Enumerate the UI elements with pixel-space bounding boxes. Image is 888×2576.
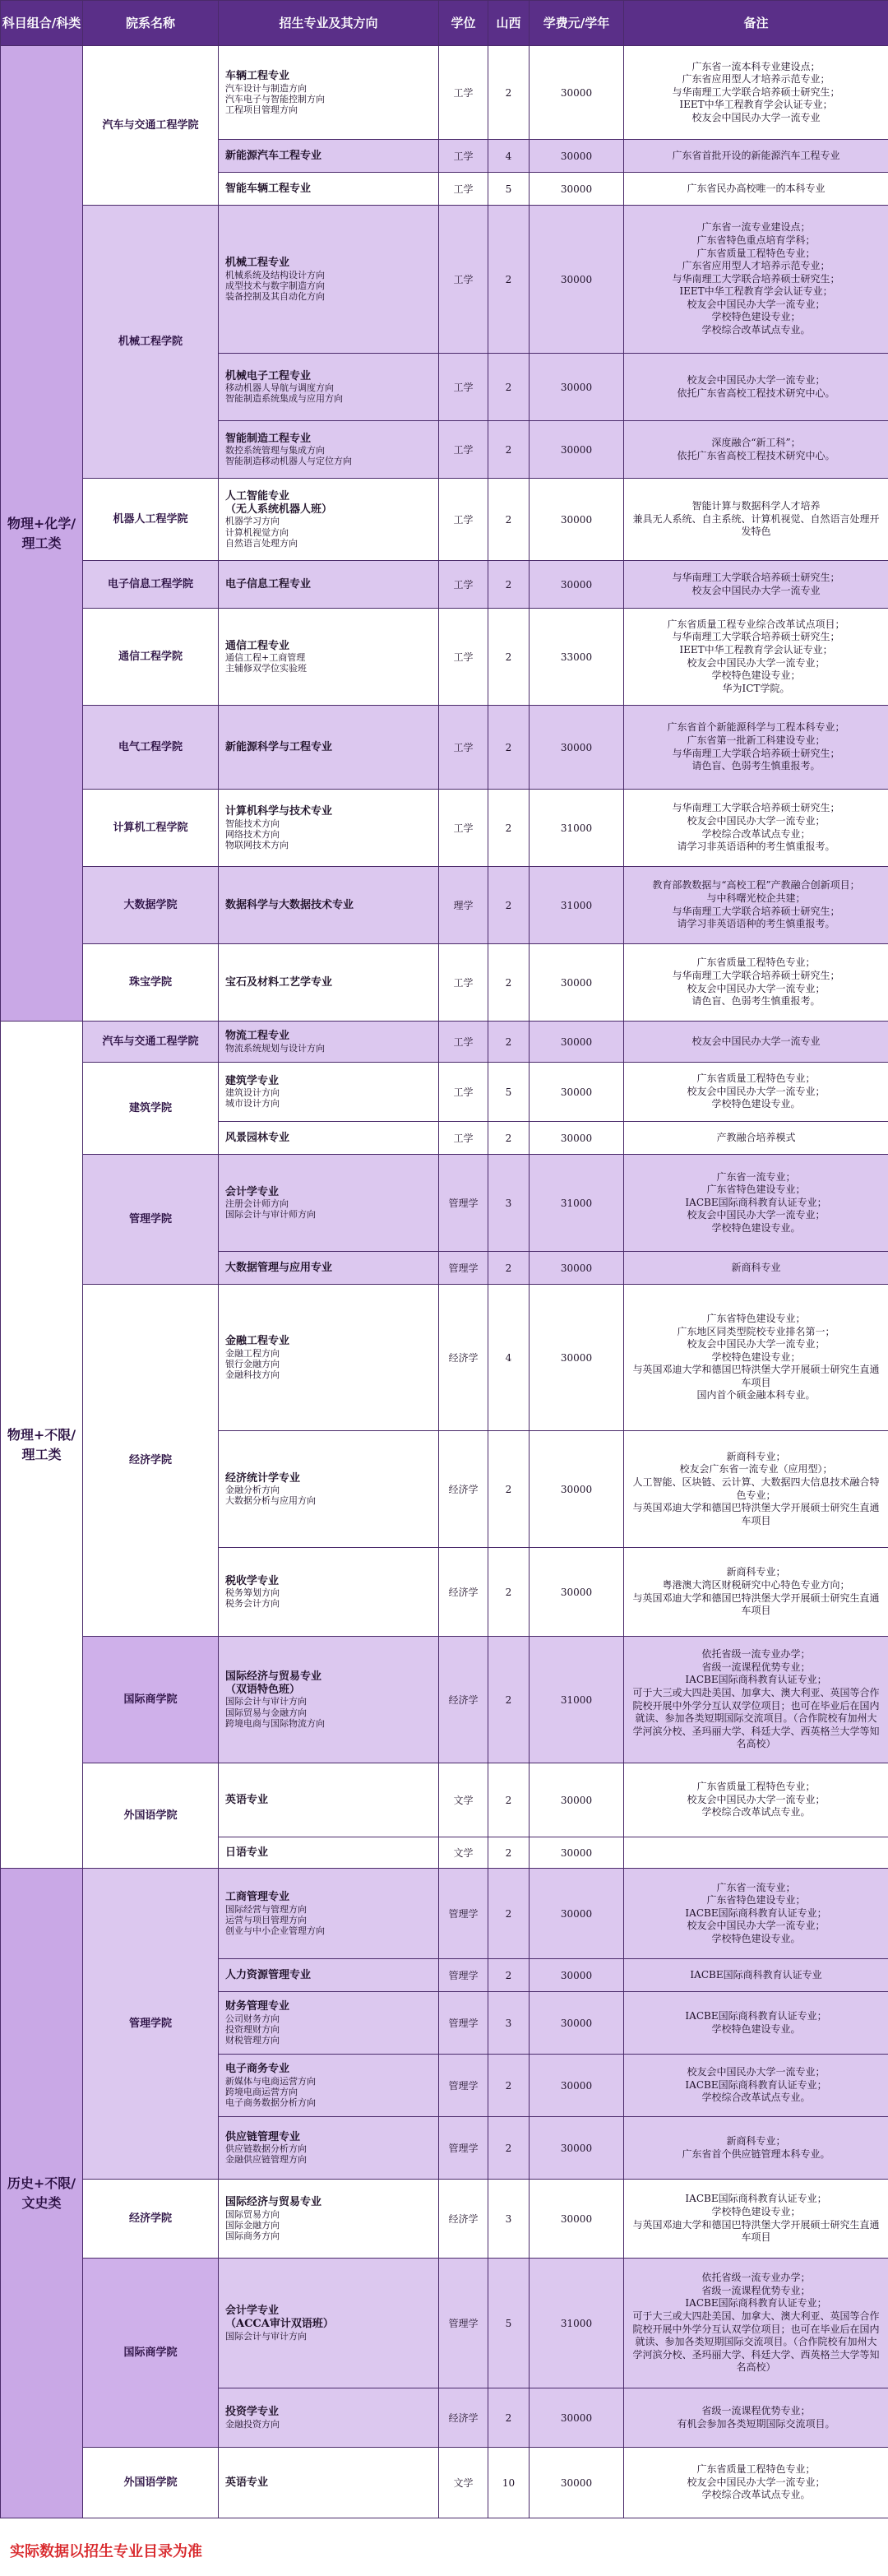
major-directions: 新媒体与电商运营方向 跨境电商运营方向 电子商务数据分析方向	[225, 2075, 316, 2108]
quota-cell: 2	[488, 867, 530, 944]
major-cell	[219, 2448, 439, 2518]
table-row	[1, 790, 888, 867]
major-cell	[219, 706, 439, 790]
quota-cell: 2	[488, 2388, 530, 2448]
quota-cell: 5	[488, 2259, 530, 2388]
fee-cell: 30000	[530, 206, 624, 354]
college-cell: 大数据学院	[83, 867, 219, 944]
table-row	[1, 1869, 888, 1959]
degree-cell: 经济学	[439, 1637, 488, 1763]
major-directions: 数控系统管理与集成方向 智能制造移动机器人与定位方向	[225, 445, 352, 467]
college-cell: 机械工程学院	[83, 206, 219, 479]
major-title: 物流工程专业	[225, 1030, 290, 1043]
major-directions: 金融投资方向	[225, 2418, 280, 2430]
table-row	[1, 944, 888, 1022]
major-directions: 机械系统及结构设计方向 成型技术与数字制造方向 装备控制及其自动化方向	[225, 269, 325, 302]
major-title: 通信工程专业	[225, 639, 290, 652]
note-cell: 产教融合培养模式	[624, 1122, 888, 1155]
major-title: 新能源科学与工程专业	[225, 740, 333, 753]
table-row	[1, 609, 888, 706]
note-cell: IACBE国际商科教育认证专业	[624, 1959, 888, 1992]
major-cell	[219, 1022, 439, 1063]
header-degree: 学位	[439, 1, 488, 46]
major-cell	[219, 479, 439, 561]
fee-cell: 30000	[530, 944, 624, 1022]
major-cell	[219, 2117, 439, 2180]
major-directions: 建筑设计方向 城市设计方向	[225, 1087, 280, 1110]
major-title: 计算机科学与技术专业	[225, 804, 333, 818]
note-cell: 广东省首批开设的新能源汽车工程专业	[624, 140, 888, 173]
quota-cell: 2	[488, 1022, 530, 1063]
table-row	[1, 206, 888, 354]
major-title: 英语专业	[225, 2476, 269, 2489]
note-cell: 广东省质量工程特色专业； 校友会中国民办大学一流专业； 学校综合改革试点专业。	[624, 1763, 888, 1837]
header-fee: 学费元/学年	[530, 1, 624, 46]
quota-cell: 2	[488, 2055, 530, 2117]
degree-cell: 工学	[439, 1122, 488, 1155]
table-row	[1, 867, 888, 944]
major-directions: 机器学习方向 计算机视觉方向 自然语言处理方向	[225, 516, 298, 549]
degree-cell: 工学	[439, 421, 488, 479]
quota-cell: 2	[488, 609, 530, 706]
college-cell: 机器人工程学院	[83, 479, 219, 561]
quota-cell: 2	[488, 1122, 530, 1155]
degree-cell: 工学	[439, 790, 488, 867]
major-cell	[219, 790, 439, 867]
table-row	[1, 479, 888, 561]
major-title: 机械工程专业	[225, 256, 290, 269]
fee-cell: 30000	[530, 140, 624, 173]
major-cell	[219, 2180, 439, 2259]
college-cell: 通信工程学院	[83, 609, 219, 706]
table-row	[1, 1063, 888, 1122]
major-title: 车辆工程专业	[225, 69, 290, 82]
major-title: 人工智能专业	[225, 490, 290, 503]
degree-cell: 工学	[439, 46, 488, 140]
major-cell	[219, 1285, 439, 1431]
fee-cell: 30000	[530, 1869, 624, 1959]
degree-cell: 经济学	[439, 2180, 488, 2259]
header-quota: 山西	[488, 1, 530, 46]
major-directions: 注册会计师方向 国际会计与审计师方向	[225, 1198, 316, 1221]
note-cell: 广东省质量工程特色专业； 校友会中国民办大学一流专业； 学校综合改革试点专业。	[624, 2448, 888, 2518]
major-cell	[219, 1063, 439, 1122]
major-cell	[219, 1837, 439, 1869]
major-cell	[219, 173, 439, 206]
quota-cell: 2	[488, 479, 530, 561]
major-directions: 物流系统规划与设计方向	[225, 1042, 325, 1054]
degree-cell: 管理学	[439, 2259, 488, 2388]
degree-cell: 管理学	[439, 1992, 488, 2055]
fee-cell: 30000	[530, 1837, 624, 1869]
degree-cell: 管理学	[439, 2117, 488, 2180]
major-directions: 智能技术方向 网络技术方向 物联网技术方向	[225, 818, 289, 850]
major-directions: 金融工程方向 银行金融方向 金融科技方向	[225, 1347, 280, 1380]
major-directions: 金融分析方向 大数据分析与应用方向	[225, 1485, 316, 1507]
header-cat: 科目组合/科类	[1, 1, 83, 46]
quota-cell: 2	[488, 706, 530, 790]
major-cell	[219, 1959, 439, 1992]
degree-cell: 文学	[439, 1837, 488, 1869]
degree-cell: 管理学	[439, 1959, 488, 1992]
degree-cell: 经济学	[439, 1285, 488, 1431]
degree-cell: 工学	[439, 140, 488, 173]
college-cell: 管理学院	[83, 1155, 219, 1285]
note-cell: 深度融合“新工科”； 依托广东省高校工程技术研究中心。	[624, 421, 888, 479]
fee-cell: 30000	[530, 2180, 624, 2259]
fee-cell: 30000	[530, 173, 624, 206]
major-class-label: （双语特色班）	[225, 1683, 301, 1696]
quota-cell: 3	[488, 1992, 530, 2055]
table-row	[1, 706, 888, 790]
major-cell	[219, 867, 439, 944]
major-cell	[219, 2259, 439, 2388]
major-title: 电子商务专业	[225, 2062, 290, 2075]
major-title: 投资学专业	[225, 2406, 280, 2419]
major-directions: 国际会计与审计方向	[225, 2330, 307, 2342]
major-cell	[219, 1992, 439, 2055]
major-cell	[219, 2055, 439, 2117]
college-cell: 汽车与交通工程学院	[83, 1022, 219, 1063]
major-class-label: （无人系统机器人班）	[225, 503, 333, 516]
note-cell: 与华南理工大学联合培养硕士研究生； 校友会中国民办大学一流专业； 学校综合改革试点专业； 请学习非英语语种的考生慎重报考。	[624, 790, 888, 867]
header-college: 院系名称	[83, 1, 219, 46]
note-cell: 教育部教数据与“高校工程”产教融合创新项目； 与中科曙光校企共建； 与华南理工大学联合培养硕士研究生； 请学习非英语语种的考生慎重报考。	[624, 867, 888, 944]
note-cell: 新商科专业； 校友会广东省一流专业（应用型）； 人工智能、区块链、云计算、大数据四大信息技术融合特色专业； 与英国邓迪大学和德国巴特洪堡大学开展硕士研究生直通车项目	[624, 1431, 888, 1548]
college-cell: 电子信息工程学院	[83, 561, 219, 609]
fee-cell: 30000	[530, 1285, 624, 1431]
note-cell: 广东省特色建设专业； 广东地区同类型院校专业排名第一； 校友会中国民办大学一流专业； 学校特色建设专业； 与英国邓迪大学和德国巴特洪堡大学开展硕士研究生直通车项目 国内首个硕金融本科专业。	[624, 1285, 888, 1431]
fee-cell: 30000	[530, 1548, 624, 1637]
major-cell	[219, 206, 439, 354]
fee-cell: 30000	[530, 1763, 624, 1837]
fee-cell: 30000	[530, 2388, 624, 2448]
fee-cell: 30000	[530, 1122, 624, 1155]
quota-cell: 2	[488, 1959, 530, 1992]
fee-cell: 31000	[530, 2259, 624, 2388]
fee-cell: 31000	[530, 1155, 624, 1252]
table-row	[1, 1022, 888, 1063]
header-note: 备注	[624, 1, 888, 46]
fee-cell: 30000	[530, 421, 624, 479]
quota-cell: 2	[488, 561, 530, 609]
quota-cell: 2	[488, 1637, 530, 1763]
degree-cell: 管理学	[439, 1155, 488, 1252]
note-cell: 新商科专业； 广东省首个供应链管理本科专业。	[624, 2117, 888, 2180]
header-major: 招生专业及其方向	[219, 1, 439, 46]
college-cell: 国际商学院	[83, 2259, 219, 2448]
college-cell: 经济学院	[83, 1285, 219, 1637]
college-cell: 国际商学院	[83, 1637, 219, 1763]
fee-cell: 30000	[530, 1063, 624, 1122]
major-title: 机械电子工程专业	[225, 369, 312, 382]
fee-cell: 30000	[530, 479, 624, 561]
major-directions: 国际会计与审计方向 国际贸易与金融方向 跨境电商与国际物流方向	[225, 1696, 325, 1729]
fee-cell: 30000	[530, 2448, 624, 2518]
note-cell: 广东省首个新能源科学与工程本科专业； 广东省第一批新工科建设专业； 与华南理工大学联合培养硕士研究生； 请色盲、色弱考生慎重报考。	[624, 706, 888, 790]
note-cell: 校友会中国民办大学一流专业	[624, 1022, 888, 1063]
degree-cell: 工学	[439, 609, 488, 706]
fee-cell: 30000	[530, 561, 624, 609]
quota-cell: 4	[488, 140, 530, 173]
note-cell: 依托省级一流专业办学； 省级一流课程优势专业； IACBE国际商科教育认证专业； 可于大三或大四赴美国、加拿大、澳大利亚、英国等合作院校开展中外学分互认双学位项目；也可在毕业后在国内就读、参加各类短期国际交流项目。（合作院校有加州大学河滨分校、圣玛丽大学、科廷大学、西英格兰大学等知名高校）	[624, 2259, 888, 2388]
degree-cell: 工学	[439, 354, 488, 421]
college-cell: 外国语学院	[83, 1763, 219, 1869]
quota-cell: 2	[488, 46, 530, 140]
major-title: 风景园林专业	[225, 1131, 290, 1144]
fee-cell: 30000	[530, 1959, 624, 1992]
note-cell	[624, 1837, 888, 1869]
table-row	[1, 1285, 888, 1431]
degree-cell: 管理学	[439, 2055, 488, 2117]
degree-cell: 理学	[439, 867, 488, 944]
degree-cell: 工学	[439, 173, 488, 206]
quota-cell: 3	[488, 2180, 530, 2259]
major-title: 国际经济与贸易专业	[225, 1670, 322, 1684]
major-title: 经济统计学专业	[225, 1471, 301, 1485]
major-directions: 通信工程+工商管理 主辅修双学位实验班	[225, 652, 307, 674]
note-cell: 新商科专业； 粤港澳大湾区财税研究中心特色专业方向； 与英国邓迪大学和德国巴特洪堡大学开展硕士研究生直通车项目	[624, 1548, 888, 1637]
fee-cell: 30000	[530, 1431, 624, 1548]
degree-cell: 工学	[439, 1022, 488, 1063]
degree-cell: 工学	[439, 1063, 488, 1122]
fee-cell: 30000	[530, 354, 624, 421]
quota-cell: 2	[488, 1763, 530, 1837]
college-cell: 电气工程学院	[83, 706, 219, 790]
quota-cell: 5	[488, 1063, 530, 1122]
fee-cell: 30000	[530, 1252, 624, 1285]
major-title: 会计学专业	[225, 1185, 280, 1198]
major-cell	[219, 1548, 439, 1637]
major-directions: 国际贸易方向 国际金融方向 国际商务方向	[225, 2208, 280, 2241]
major-title: 英语专业	[225, 1793, 269, 1806]
degree-cell: 工学	[439, 479, 488, 561]
quota-cell: 2	[488, 2117, 530, 2180]
major-title: 国际经济与贸易专业	[225, 2195, 322, 2208]
fee-cell: 30000	[530, 2055, 624, 2117]
major-title: 建筑学专业	[225, 1074, 280, 1087]
note-cell: 与华南理工大学联合培养硕士研究生； 校友会中国民办大学一流专业	[624, 561, 888, 609]
note-cell: 新商科专业	[624, 1252, 888, 1285]
quota-cell: 2	[488, 1869, 530, 1959]
major-cell	[219, 1763, 439, 1837]
quota-cell: 10	[488, 2448, 530, 2518]
major-title: 智能车辆工程专业	[225, 182, 312, 195]
table-row	[1, 2180, 888, 2259]
note-cell: 广东省一流专业； 广东省特色建设专业； IACBE国际商科教育认证专业； 校友会中国民办大学一流专业； 学校特色建设专业。	[624, 1869, 888, 1959]
major-title: 智能制造工程专业	[225, 432, 312, 445]
quota-cell: 5	[488, 173, 530, 206]
footer-note: 实际数据以招生专业目录为准	[10, 2543, 202, 2560]
table-row	[1, 1637, 888, 1763]
major-cell	[219, 1122, 439, 1155]
major-title: 金融工程专业	[225, 1334, 290, 1347]
major-title: 人力资源管理专业	[225, 1968, 312, 1981]
note-cell: IACBE国际商科教育认证专业； 学校特色建设专业。	[624, 1992, 888, 2055]
fee-cell: 30000	[530, 46, 624, 140]
major-title: 财务管理专业	[225, 1999, 290, 2013]
note-cell: IACBE国际商科教育认证专业； 学校特色建设专业； 与英国邓迪大学和德国巴特洪堡大学开展硕士研究生直通车项目	[624, 2180, 888, 2259]
major-cell	[219, 46, 439, 140]
college-cell: 建筑学院	[83, 1063, 219, 1155]
major-title: 会计学专业	[225, 2305, 280, 2318]
major-title: 供应链管理专业	[225, 2130, 301, 2143]
degree-cell: 工学	[439, 561, 488, 609]
note-cell: 依托省级一流专业办学； 省级一流课程优势专业； IACBE国际商科教育认证专业； 可于大三或大四赴美国、加拿大、澳大利亚、英国等合作院校开展中外学分互认双学位项目；也可在毕业后在国内就读、参加各类短期国际交流项目。（合作院校有加州大学河滨分校、圣玛丽大学、科廷大学、西英格兰大学等知名高校）	[624, 1637, 888, 1763]
fee-cell: 30000	[530, 1992, 624, 2055]
quota-cell: 2	[488, 354, 530, 421]
quota-cell: 2	[488, 206, 530, 354]
degree-cell: 文学	[439, 1763, 488, 1837]
quota-cell: 2	[488, 1837, 530, 1869]
major-title: 大数据管理与应用专业	[225, 1261, 333, 1274]
major-title: 税收学专业	[225, 1574, 280, 1587]
major-title: 工商管理专业	[225, 1890, 290, 1903]
quota-cell: 2	[488, 1431, 530, 1548]
college-cell: 计算机工程学院	[83, 790, 219, 867]
major-cell	[219, 421, 439, 479]
major-directions: 公司财务方向 投资理财方向 财税管理方向	[225, 2013, 280, 2046]
note-cell: 校友会中国民办大学一流专业； IACBE国际商科教育认证专业； 学校综合改革试点专业。	[624, 2055, 888, 2117]
major-directions: 供应链数据分析方向 金融供应链管理方向	[225, 2143, 307, 2166]
major-directions: 国际经营与管理方向 运营与项目管理方向 创业与中小企业管理方向	[225, 1903, 325, 1936]
note-cell: 校友会中国民办大学一流专业； 依托广东省高校工程技术研究中心。	[624, 354, 888, 421]
category-cell: 物理+不限/理工类	[1, 1022, 83, 1869]
degree-cell: 文学	[439, 2448, 488, 2518]
note-cell: 广东省质量工程特色专业； 与华南理工大学联合培养硕士研究生； 校友会中国民办大学一流专业； 请色盲、色弱考生慎重报考。	[624, 944, 888, 1022]
note-cell: 广东省一流专业建设点； 广东省特色重点培育学科； 广东省质量工程特色专业； 广东省应用型人才培养示范专业； 与华南理工大学联合培养硕士研究生； IEET中华工程教育学会认证专业； 校友会中国民办大学一流专业； 学校特色建设专业； 学校综合改革试点专业。	[624, 206, 888, 354]
quota-cell: 2	[488, 1548, 530, 1637]
quota-cell: 2	[488, 790, 530, 867]
major-directions: 移动机器人导航与调度方向 智能制造系统集成与应用方向	[225, 382, 343, 405]
fee-cell: 33000	[530, 609, 624, 706]
college-cell: 外国语学院	[83, 2448, 219, 2518]
major-title: 宝石及材料工艺学专业	[225, 975, 333, 989]
header-row	[1, 1, 888, 46]
major-cell	[219, 944, 439, 1022]
degree-cell: 经济学	[439, 1431, 488, 1548]
major-cell	[219, 2388, 439, 2448]
major-title: 电子信息工程专业	[225, 577, 312, 591]
fee-cell: 30000	[530, 706, 624, 790]
major-class-label: （ACCA审计双语班）	[225, 2317, 334, 2330]
major-cell	[219, 354, 439, 421]
quota-cell: 4	[488, 1285, 530, 1431]
note-cell: 智能计算与数据科学人才培养 兼具无人系统、自主系统、计算机视觉、自然语言处理开发特色	[624, 479, 888, 561]
major-cell	[219, 1637, 439, 1763]
table-row	[1, 1763, 888, 1837]
fee-cell: 31000	[530, 867, 624, 944]
major-title: 日语专业	[225, 1846, 269, 1859]
degree-cell: 经济学	[439, 1548, 488, 1637]
table-row	[1, 561, 888, 609]
quota-cell: 2	[488, 421, 530, 479]
note-cell: 省级一流课程优势专业； 有机会参加各类短期国际交流项目。	[624, 2388, 888, 2448]
major-cell	[219, 1869, 439, 1959]
major-title: 新能源汽车工程专业	[225, 149, 322, 162]
major-directions: 汽车设计与制造方向 汽车电子与智能控制方向 工程项目管理方向	[225, 82, 325, 115]
table-row	[1, 2448, 888, 2518]
quota-cell: 2	[488, 1252, 530, 1285]
fee-cell: 31000	[530, 790, 624, 867]
fee-cell: 30000	[530, 1022, 624, 1063]
table-row	[1, 46, 888, 140]
quota-cell: 2	[488, 944, 530, 1022]
college-cell: 珠宝学院	[83, 944, 219, 1022]
major-cell	[219, 1155, 439, 1252]
major-cell	[219, 609, 439, 706]
category-cell: 物理+化学/理工类	[1, 46, 83, 1022]
major-cell	[219, 140, 439, 173]
quota-cell: 3	[488, 1155, 530, 1252]
note-cell: 广东省民办高校唯一的本科专业	[624, 173, 888, 206]
college-cell: 管理学院	[83, 1869, 219, 2180]
fee-cell: 31000	[530, 1637, 624, 1763]
major-cell	[219, 561, 439, 609]
major-directions: 税务筹划方向 税务会计方向	[225, 1587, 280, 1610]
degree-cell: 管理学	[439, 1869, 488, 1959]
degree-cell: 工学	[439, 944, 488, 1022]
note-cell: 广东省一流本科专业建设点； 广东省应用型人才培养示范专业； 与华南理工大学联合培养硕士研究生； IEET中华工程教育学会认证专业； 校友会中国民办大学一流专业	[624, 46, 888, 140]
college-cell: 经济学院	[83, 2180, 219, 2259]
note-cell: 广东省质量工程特色专业； 校友会中国民办大学一流专业； 学校特色建设专业。	[624, 1063, 888, 1122]
note-cell: 广东省一流专业； 广东省特色建设专业； IACBE国际商科教育认证专业； 校友会中国民办大学一流专业； 学校特色建设专业。	[624, 1155, 888, 1252]
fee-cell: 30000	[530, 2117, 624, 2180]
major-title: 数据科学与大数据技术专业	[225, 898, 354, 911]
note-cell: 广东省质量工程专业综合改革试点项目； 与华南理工大学联合培养硕士研究生； IEET中华工程教育学会认证专业； 校友会中国民办大学一流专业； 学校特色建设专业； 华为ICT学院。	[624, 609, 888, 706]
table-row	[1, 1155, 888, 1252]
table-row	[1, 2259, 888, 2388]
degree-cell: 经济学	[439, 2388, 488, 2448]
degree-cell: 管理学	[439, 1252, 488, 1285]
college-cell: 汽车与交通工程学院	[83, 46, 219, 206]
major-cell	[219, 1431, 439, 1548]
degree-cell: 工学	[439, 706, 488, 790]
degree-cell: 工学	[439, 206, 488, 354]
major-cell	[219, 1252, 439, 1285]
category-cell: 历史+不限/文史类	[1, 1869, 83, 2518]
